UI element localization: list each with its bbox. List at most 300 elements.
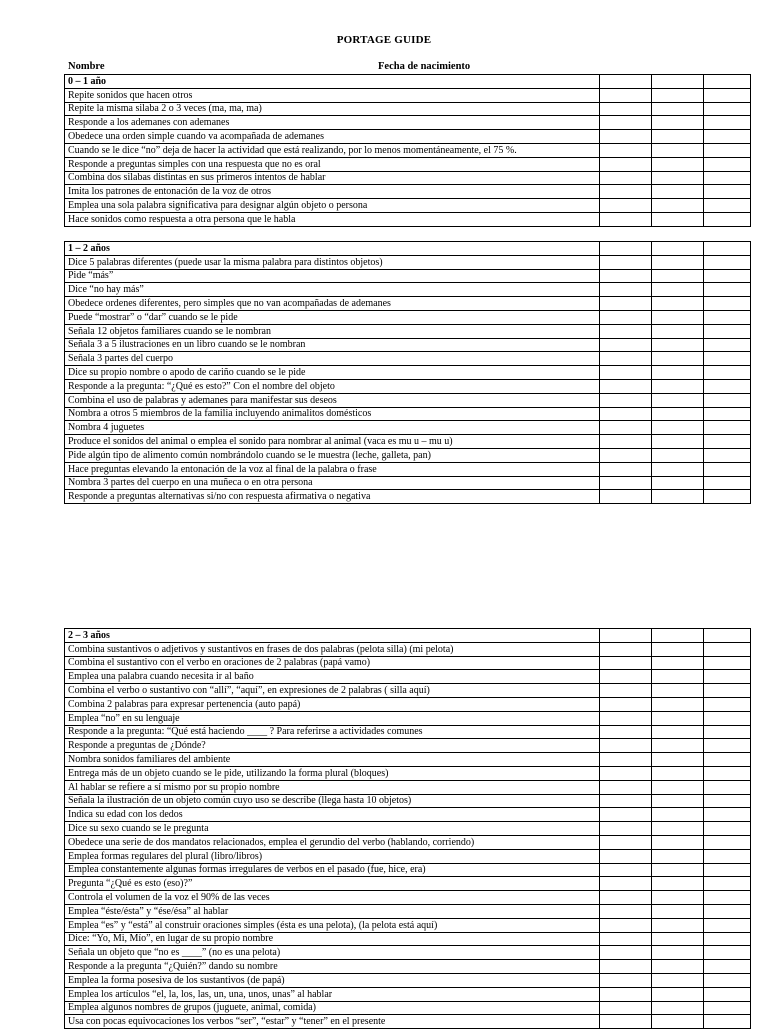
item-text: Señala 12 objetos familiares cuando se le nombran <box>65 324 600 338</box>
check-cell[interactable] <box>652 130 704 144</box>
document-title: PORTAGE GUIDE <box>336 34 432 46</box>
check-cell[interactable] <box>704 794 751 808</box>
check-cell[interactable] <box>652 75 704 89</box>
check-cell[interactable] <box>652 1001 704 1015</box>
check-cell[interactable] <box>704 421 751 435</box>
table-row <box>65 255 751 269</box>
item-text: Produce el sonidos del animal o emplea el sonido para nombrar al animal (vaca es mu u – mu u) <box>65 435 600 449</box>
check-cell[interactable] <box>652 435 704 449</box>
table-row <box>65 88 751 102</box>
check-cell[interactable] <box>652 987 704 1001</box>
item-text: Emplea una sola palabra significativa para designar algún objeto o persona <box>65 199 600 213</box>
check-cell[interactable] <box>600 753 652 767</box>
table-row <box>65 269 751 283</box>
item-text: Dice: “Yo, Mi, Mío”, en lugar de su propio nombre <box>65 932 600 946</box>
check-cell[interactable] <box>600 283 652 297</box>
table-row <box>65 877 751 891</box>
check-cell[interactable] <box>704 448 751 462</box>
check-cell[interactable] <box>600 269 652 283</box>
check-cell[interactable] <box>600 379 652 393</box>
check-cell[interactable] <box>652 490 704 504</box>
table-row <box>65 973 751 987</box>
check-cell[interactable] <box>600 476 652 490</box>
check-cell[interactable] <box>704 932 751 946</box>
check-cell[interactable] <box>704 269 751 283</box>
item-text: Cuando se le dice “no” deja de hacer la actividad que está realizando, por lo menos momentáneamente, el 75 %. <box>65 143 600 157</box>
item-text: Combina el verbo o sustantivo con “allí”, “aquí”, en expresiones de 2 palabras ( silla aquí) <box>65 684 600 698</box>
item-text: Dice su propio nombre o apodo de cariño cuando se le pide <box>65 366 600 380</box>
check-cell[interactable] <box>704 242 751 256</box>
check-cell[interactable] <box>704 642 751 656</box>
check-cell[interactable] <box>600 462 652 476</box>
check-cell[interactable] <box>704 780 751 794</box>
check-cell[interactable] <box>652 199 704 213</box>
check-cell[interactable] <box>600 116 652 130</box>
item-text: Responde a preguntas de ¿Dónde? <box>65 739 600 753</box>
check-cell[interactable] <box>600 780 652 794</box>
check-cell[interactable] <box>652 476 704 490</box>
check-cell[interactable] <box>704 462 751 476</box>
table-row <box>65 891 751 905</box>
check-cell[interactable] <box>652 711 704 725</box>
item-text: Señala la ilustración de un objeto común cuyo uso se describe (llega hasta 10 objetos) <box>65 794 600 808</box>
table-row <box>65 987 751 1001</box>
check-cell[interactable] <box>600 407 652 421</box>
check-cell[interactable] <box>652 753 704 767</box>
table-row <box>65 116 751 130</box>
check-cell[interactable] <box>652 822 704 836</box>
item-text: Combina dos silabas distintas en sus primeros intentos de hablar <box>65 171 600 185</box>
item-text: Combina 2 palabras para expresar pertenencia (auto papá) <box>65 697 600 711</box>
check-cell[interactable] <box>600 88 652 102</box>
table-row <box>65 199 751 213</box>
check-cell[interactable] <box>600 877 652 891</box>
table-row <box>65 130 751 144</box>
check-cell[interactable] <box>704 739 751 753</box>
check-cell[interactable] <box>600 185 652 199</box>
table-row <box>65 684 751 698</box>
check-cell[interactable] <box>600 946 652 960</box>
check-cell[interactable] <box>652 324 704 338</box>
table-row <box>65 324 751 338</box>
check-cell[interactable] <box>704 130 751 144</box>
item-text: Al hablar se refiere a sí mismo por su propio nombre <box>65 780 600 794</box>
item-text: Nombra sonidos familiares del ambiente <box>65 753 600 767</box>
item-text: Emplea “es” y “está” al construir oraciones simples (ésta es una pelota), (la pelota está aquí) <box>65 918 600 932</box>
table-row <box>65 670 751 684</box>
item-text: Responde a preguntas simples con una respuesta que no es oral <box>65 157 600 171</box>
check-cell[interactable] <box>704 185 751 199</box>
item-text: Emplea “no” en su lenguaje <box>65 711 600 725</box>
check-cell[interactable] <box>652 366 704 380</box>
check-cell[interactable] <box>600 393 652 407</box>
check-cell[interactable] <box>704 297 751 311</box>
item-text: Pide “más” <box>65 269 600 283</box>
check-cell[interactable] <box>704 891 751 905</box>
check-cell[interactable] <box>652 780 704 794</box>
check-cell[interactable] <box>600 656 652 670</box>
check-cell[interactable] <box>600 352 652 366</box>
item-text: Dice su sexo cuando se le pregunta <box>65 822 600 836</box>
check-cell[interactable] <box>600 102 652 116</box>
section-heading: 1 – 2 años <box>65 242 600 256</box>
item-text: Responde a la pregunta “¿Quién?” dando su nombre <box>65 960 600 974</box>
table-row <box>65 407 751 421</box>
table-row <box>65 1001 751 1015</box>
check-cell[interactable] <box>652 794 704 808</box>
check-cell[interactable] <box>704 255 751 269</box>
check-cell[interactable] <box>704 212 751 226</box>
table-row <box>65 918 751 932</box>
item-text: Emplea constantemente algunas formas irregulares de verbos en el pasado (fue, hice, era) <box>65 863 600 877</box>
check-cell[interactable] <box>600 1001 652 1015</box>
item-text: Nombra 4 juguetes <box>65 421 600 435</box>
item-text: Señala 3 partes del cuerpo <box>65 352 600 366</box>
item-text: Emplea los artículos “el, la, los, las, un, una, unos, unas” al hablar <box>65 987 600 1001</box>
check-cell[interactable] <box>652 407 704 421</box>
check-cell[interactable] <box>600 297 652 311</box>
table-row <box>65 642 751 656</box>
check-cell[interactable] <box>600 324 652 338</box>
table-row <box>65 297 751 311</box>
check-cell[interactable] <box>652 242 704 256</box>
check-cell[interactable] <box>600 130 652 144</box>
check-cell[interactable] <box>704 1001 751 1015</box>
item-text: Hace sonidos como respuesta a otra persona que le habla <box>65 212 600 226</box>
check-cell[interactable] <box>600 918 652 932</box>
table-row <box>65 476 751 490</box>
check-cell[interactable] <box>652 310 704 324</box>
item-text: Combina sustantivos o adjetivos y sustantivos en frases de dos palabras (pelota silla) (mi pelota) <box>65 642 600 656</box>
check-cell[interactable] <box>600 711 652 725</box>
check-cell[interactable] <box>600 310 652 324</box>
item-text: Nombra 3 partes del cuerpo en una muñeca o en otra persona <box>65 476 600 490</box>
section-heading-row <box>65 75 751 89</box>
table-row <box>65 185 751 199</box>
table-row <box>65 946 751 960</box>
table-row <box>65 656 751 670</box>
check-cell[interactable] <box>704 393 751 407</box>
check-cell[interactable] <box>600 904 652 918</box>
check-cell[interactable] <box>704 199 751 213</box>
check-cell[interactable] <box>652 918 704 932</box>
table-row <box>65 808 751 822</box>
check-cell[interactable] <box>652 960 704 974</box>
check-cell[interactable] <box>704 711 751 725</box>
check-cell[interactable] <box>652 891 704 905</box>
check-cell[interactable] <box>600 642 652 656</box>
check-cell[interactable] <box>600 960 652 974</box>
check-cell[interactable] <box>704 835 751 849</box>
table-row <box>65 448 751 462</box>
table-row <box>65 725 751 739</box>
table-row <box>65 102 751 116</box>
check-cell[interactable] <box>600 421 652 435</box>
check-cell[interactable] <box>704 725 751 739</box>
section-heading-row <box>65 629 751 643</box>
item-text: Puede “mostrar” o “dar” cuando se le pide <box>65 310 600 324</box>
check-cell[interactable] <box>704 366 751 380</box>
check-cell[interactable] <box>652 1015 704 1029</box>
check-cell[interactable] <box>652 352 704 366</box>
check-cell[interactable] <box>600 863 652 877</box>
item-text: Nombra a otros 5 miembros de la familia incluyendo animalitos domésticos <box>65 407 600 421</box>
check-cell[interactable] <box>704 987 751 1001</box>
check-cell[interactable] <box>600 199 652 213</box>
check-cell[interactable] <box>600 932 652 946</box>
check-cell[interactable] <box>704 116 751 130</box>
check-cell[interactable] <box>600 629 652 643</box>
check-cell[interactable] <box>652 393 704 407</box>
check-cell[interactable] <box>600 448 652 462</box>
table-row <box>65 435 751 449</box>
item-text: Responde a los ademanes con ademanes <box>65 116 600 130</box>
check-cell[interactable] <box>704 102 751 116</box>
item-text: Responde a la pregunta: “Qué está haciendo ____ ? Para referirse a actividades comunes <box>65 725 600 739</box>
check-cell[interactable] <box>600 808 652 822</box>
check-cell[interactable] <box>704 283 751 297</box>
item-text: Dice 5 palabras diferentes (puede usar la misma palabra para distintos objetos) <box>65 255 600 269</box>
check-cell[interactable] <box>600 697 652 711</box>
check-cell[interactable] <box>652 725 704 739</box>
check-cell[interactable] <box>600 366 652 380</box>
check-cell[interactable] <box>652 863 704 877</box>
table-row <box>65 462 751 476</box>
table-row <box>65 932 751 946</box>
check-cell[interactable] <box>704 476 751 490</box>
check-cell[interactable] <box>704 973 751 987</box>
check-cell[interactable] <box>704 435 751 449</box>
check-cell[interactable] <box>600 435 652 449</box>
item-text: Combina el sustantivo con el verbo en oraciones de 2 palabras (papá vamo) <box>65 656 600 670</box>
table-row <box>65 212 751 226</box>
item-text: Entrega más de un objeto cuando se le pide, utilizando la forma plural (bloques) <box>65 766 600 780</box>
check-cell[interactable] <box>652 670 704 684</box>
check-cell[interactable] <box>600 849 652 863</box>
section-heading: 2 – 3 años <box>65 629 600 643</box>
table-row <box>65 904 751 918</box>
table-row <box>65 366 751 380</box>
check-cell[interactable] <box>652 849 704 863</box>
check-cell[interactable] <box>652 171 704 185</box>
item-text: Controla el volumen de la voz el 90% de las veces <box>65 891 600 905</box>
table-row <box>65 490 751 504</box>
check-cell[interactable] <box>652 932 704 946</box>
check-cell[interactable] <box>652 877 704 891</box>
check-cell[interactable] <box>704 656 751 670</box>
check-cell[interactable] <box>704 697 751 711</box>
check-cell[interactable] <box>600 171 652 185</box>
birth-date-label: Fecha de nacimiento <box>378 61 471 72</box>
item-text: Combina el uso de palabras y ademanes para manifestar sus deseos <box>65 393 600 407</box>
item-text: Obedece una serie de dos mandatos relacionados, emplea el gerundio del verbo (hablando, corriendo) <box>65 835 600 849</box>
check-cell[interactable] <box>600 212 652 226</box>
item-text: Indica su edad con los dedos <box>65 808 600 822</box>
check-cell[interactable] <box>652 684 704 698</box>
check-cell[interactable] <box>652 143 704 157</box>
check-cell[interactable] <box>704 407 751 421</box>
check-cell[interactable] <box>600 1015 652 1029</box>
section-2-3-table <box>64 628 751 1029</box>
check-cell[interactable] <box>600 143 652 157</box>
table-row <box>65 338 751 352</box>
check-cell[interactable] <box>704 946 751 960</box>
check-cell[interactable] <box>704 629 751 643</box>
table-row <box>65 379 751 393</box>
check-cell[interactable] <box>704 157 751 171</box>
check-cell[interactable] <box>652 116 704 130</box>
check-cell[interactable] <box>704 352 751 366</box>
item-text: Pregunta “¿Qué es esto (eso)?” <box>65 877 600 891</box>
item-text: Responde a la pregunta: “¿Qué es esto?” Con el nombre del objeto <box>65 379 600 393</box>
check-cell[interactable] <box>600 822 652 836</box>
check-cell[interactable] <box>704 75 751 89</box>
check-cell[interactable] <box>652 448 704 462</box>
check-cell[interactable] <box>652 808 704 822</box>
item-text: Emplea “éste/ésta” y “ése/ésa” al hablar <box>65 904 600 918</box>
check-cell[interactable] <box>704 753 751 767</box>
check-cell[interactable] <box>704 684 751 698</box>
check-cell[interactable] <box>704 338 751 352</box>
check-cell[interactable] <box>652 462 704 476</box>
check-cell[interactable] <box>600 766 652 780</box>
check-cell[interactable] <box>600 490 652 504</box>
check-cell[interactable] <box>600 75 652 89</box>
check-cell[interactable] <box>600 987 652 1001</box>
table-row <box>65 835 751 849</box>
check-cell[interactable] <box>600 973 652 987</box>
check-cell[interactable] <box>652 157 704 171</box>
check-cell[interactable] <box>704 379 751 393</box>
table-row <box>65 352 751 366</box>
check-cell[interactable] <box>652 297 704 311</box>
name-label: Nombre <box>68 61 105 72</box>
section-heading: 0 – 1 año <box>65 75 600 89</box>
table-row <box>65 780 751 794</box>
table-row <box>65 960 751 974</box>
check-cell[interactable] <box>704 904 751 918</box>
item-text: Pide algún tipo de alimento común nombrándolo cuando se le muestra (leche, galleta, pan) <box>65 448 600 462</box>
table-row <box>65 766 751 780</box>
check-cell[interactable] <box>652 212 704 226</box>
table-row <box>65 753 751 767</box>
check-cell[interactable] <box>600 725 652 739</box>
check-cell[interactable] <box>652 697 704 711</box>
item-text: Señala 3 a 5 ilustraciones en un libro cuando se le nombran <box>65 338 600 352</box>
check-cell[interactable] <box>652 102 704 116</box>
table-row <box>65 697 751 711</box>
check-cell[interactable] <box>600 255 652 269</box>
check-cell[interactable] <box>652 946 704 960</box>
check-cell[interactable] <box>600 670 652 684</box>
check-cell[interactable] <box>600 739 652 753</box>
check-cell[interactable] <box>652 255 704 269</box>
check-cell[interactable] <box>704 877 751 891</box>
table-row <box>65 283 751 297</box>
table-row <box>65 310 751 324</box>
check-cell[interactable] <box>704 490 751 504</box>
check-cell[interactable] <box>652 88 704 102</box>
item-text: Emplea formas regulares del plural (libro/libros) <box>65 849 600 863</box>
check-cell[interactable] <box>704 1015 751 1029</box>
check-cell[interactable] <box>652 835 704 849</box>
check-cell[interactable] <box>600 157 652 171</box>
check-cell[interactable] <box>652 656 704 670</box>
table-row <box>65 822 751 836</box>
item-text: Repite sonidos que hacen otros <box>65 88 600 102</box>
table-row <box>65 863 751 877</box>
section-0-1-table <box>64 74 751 227</box>
table-row <box>65 794 751 808</box>
check-cell[interactable] <box>600 835 652 849</box>
check-cell[interactable] <box>652 283 704 297</box>
item-text: Obedece una orden simple cuando va acompañada de ademanes <box>65 130 600 144</box>
table-row <box>65 143 751 157</box>
table-row <box>65 157 751 171</box>
check-cell[interactable] <box>652 629 704 643</box>
check-cell[interactable] <box>704 88 751 102</box>
check-cell[interactable] <box>704 918 751 932</box>
check-cell[interactable] <box>652 338 704 352</box>
item-text: Emplea algunos nombres de grupos (juguete, animal, comida) <box>65 1001 600 1015</box>
check-cell[interactable] <box>704 324 751 338</box>
check-cell[interactable] <box>600 891 652 905</box>
check-cell[interactable] <box>652 421 704 435</box>
table-row <box>65 393 751 407</box>
item-text: Responde a preguntas alternativas si/no con respuesta afirmativa o negativa <box>65 490 600 504</box>
item-text: Usa con pocas equivocaciones los verbos “ser”, “estar” y “tener” en el presente <box>65 1015 600 1029</box>
item-text: Señala un objeto que “no es ____” (no es una pelota) <box>65 946 600 960</box>
item-text: Hace preguntas elevando la entonación de la voz al final de la palabra o frase <box>65 462 600 476</box>
item-text: Obedece ordenes diferentes, pero simples que no van acompañadas de ademanes <box>65 297 600 311</box>
check-cell[interactable] <box>600 338 652 352</box>
check-cell[interactable] <box>704 849 751 863</box>
check-cell[interactable] <box>652 269 704 283</box>
check-cell[interactable] <box>704 808 751 822</box>
check-cell[interactable] <box>704 960 751 974</box>
item-text: Imita los patrones de entonación de la voz de otros <box>65 185 600 199</box>
table-row <box>65 1015 751 1029</box>
table-row <box>65 711 751 725</box>
check-cell[interactable] <box>704 310 751 324</box>
check-cell[interactable] <box>652 642 704 656</box>
section-heading-row <box>65 242 751 256</box>
item-text: Repite la misma silaba 2 o 3 veces (ma, ma, ma) <box>65 102 600 116</box>
check-cell[interactable] <box>652 973 704 987</box>
item-text: Emplea la forma posesiva de los sustantivos (de papá) <box>65 973 600 987</box>
check-cell[interactable] <box>704 670 751 684</box>
check-cell[interactable] <box>652 766 704 780</box>
check-cell[interactable] <box>704 171 751 185</box>
check-cell[interactable] <box>600 242 652 256</box>
check-cell[interactable] <box>704 822 751 836</box>
table-row <box>65 421 751 435</box>
check-cell[interactable] <box>652 185 704 199</box>
check-cell[interactable] <box>652 739 704 753</box>
check-cell[interactable] <box>704 863 751 877</box>
check-cell[interactable] <box>704 766 751 780</box>
check-cell[interactable] <box>652 379 704 393</box>
table-row <box>65 171 751 185</box>
check-cell[interactable] <box>600 684 652 698</box>
item-text: Dice “no hay más” <box>65 283 600 297</box>
section-1-2-table <box>64 241 751 504</box>
check-cell[interactable] <box>704 143 751 157</box>
check-cell[interactable] <box>652 904 704 918</box>
item-text: Emplea una palabra cuando necesita ir al baño <box>65 670 600 684</box>
check-cell[interactable] <box>600 794 652 808</box>
table-row <box>65 739 751 753</box>
